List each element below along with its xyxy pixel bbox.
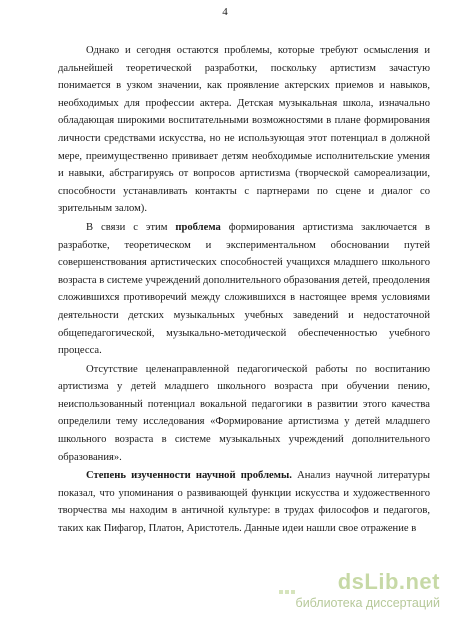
paragraph-1: Однако и сегодня остаются проблемы, которые требуют осмысления и дальнейшей теоретической разработки, поскольку артистизм зачастую понимается в узком значении, как проявление актерских приемов и навыков, необходимых для профессии актера. Детская музыкальная школа, изначально обладающая широкими воспитательными возможностями в плане формирования личности средствами искусства, но не использующая этот потенциал в должной мере, преимущественно прививает детям необходимые исполнительские умения и навыки, абстрагируясь от вопросов артистизма (творческой самореализации, способности устанавливать контакты с партнерами по сцене и диалог со зрительным залом). [58, 45, 430, 215]
paragraph-4 [58, 467, 430, 537]
paragraph-2-bold: проблема [175, 221, 221, 233]
paragraph-2 [58, 219, 430, 360]
document-body [58, 42, 430, 539]
page-number: 4 [222, 6, 228, 18]
watermark [265, 569, 440, 615]
paragraph-2-rest: формирования артистизма заключается в разработке, теоретическом и экспериментальном обосновании путей совершенствования артистических способностей учащихся младшего школьного возраста в системе учреждений дополнительного образования детей, преодоления сложившихся противоречий между сложившихся в настоящее время условиями деятельности детских музыкальных учебных заведений и недостаточной общепедагогической, музыкально-методической обеспеченностью учебного процесса. [58, 221, 430, 357]
paragraph-2-lead: В связи с этим [86, 221, 176, 233]
paragraph-3: Отсутствие целенаправленной педагогической работы по воспитанию артистизма у детей младшего школьного возраста при обучении пению, неиспользованный потенциал вокальной педагогики в развитии этого качества определили тему исследования «Формирование артистизма у детей младшего школьного возраста в системе музыкальных учреждений дополнительного образования». [58, 363, 430, 463]
watermark-title: dsLib.net [337, 569, 440, 594]
watermark-subtitle: библиотека диссертаций [295, 596, 440, 610]
paragraph-4-bold: Степень изученности научной проблемы. [86, 470, 292, 482]
paragraph-4-rest: Анализ научной литературы показал, что упоминания о развивающей функции искусства и художественного творчества мы находим в античной культуре: в трудах философов и педагогов, таких как Пифагор, Платон, Аристотель. Данные идеи нашли свое отражение в [58, 470, 430, 535]
